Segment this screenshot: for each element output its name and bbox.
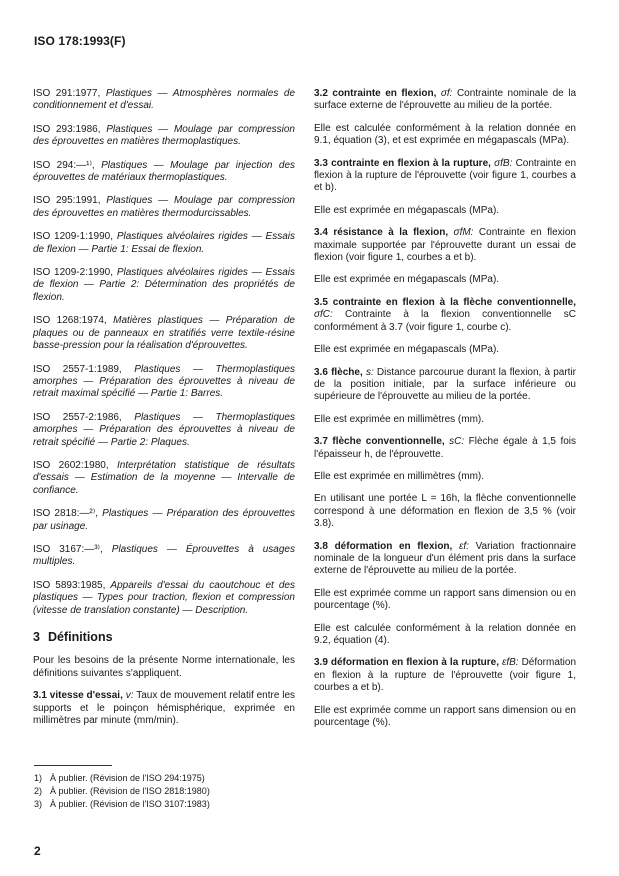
definition-3-2: 3.2 contrainte en flexion, σf: Contrainte nominale de la surface externe de l'éprouvette au milieu de la portée. [314, 88, 577, 112]
definition-note: Elle est exprimée en mégapascals (MPa). [314, 344, 500, 356]
footnotes [34, 772, 210, 811]
footnote-item: 1) À publier. (Révision de l'ISO 294:1975) [34, 773, 205, 783]
definition-3-9: 3.9 déformation en flexion à la rupture, εfB: Déformation en flexion à la rupture de l'éprouvette (voir figure 1, courbes a et b). [314, 657, 577, 694]
reference-item: ISO 1209-2:1990, Plastiques alvéolaires rigides — Essais de flexion — Partie 2: Détermination des propriétés de flexion. [33, 267, 295, 303]
reference-item: ISO 294:—¹⁾, Plastiques — Moulage par injection des éprouvettes de matériaux thermoplastiques. [33, 159, 296, 184]
normative-references-list [33, 88, 295, 617]
reference-item: ISO 2557-2:1986, Plastiques — Thermoplastiques amorphes — Préparation des éprouvettes à niveau de retrait spécifié — Partie 2: Plaques. [33, 411, 295, 448]
definition-note: Elle est exprimée en millimètres (mm). [314, 470, 485, 482]
definition-note: Elle est exprimée en mégapascals (MPa). [314, 204, 500, 216]
reference-item: ISO 2557-1:1989, Plastiques — Thermoplastiques amorphes — Préparation des éprouvettes à niveau de retrait maximal spécifié — Partie 1: Barres. [33, 363, 295, 400]
definition-3-8: 3.8 déformation en flexion, εf: Variation fractionnaire nominale de la longueur d'un élément pris dans la surface externe de l'éprouvette au milieu de la portée. [314, 540, 576, 577]
definition-note: Elle est exprimée en mégapascals (MPa). [314, 274, 500, 286]
reference-item: ISO 2818:—²⁾, Plastiques — Préparation des éprouvettes par usinage. [33, 508, 296, 532]
reference-item: ISO 291:1977, Plastiques — Atmosphères normales de conditionnement et d'essai. [33, 88, 296, 112]
reference-item: ISO 293:1986, Plastiques — Moulage par compression des éprouvettes en matières thermoplastiques. [33, 123, 295, 148]
section-heading: 3 Définitions [33, 630, 113, 644]
definition-note: En utilisant une portée L = 16h, la flèche conventionnelle correspond à une déformation en flexion de 3,5 % (voir 3.8). [314, 493, 576, 530]
definition-3-6: 3.6 flèche, s: Distance parcourue durant la flexion, à partir de la position initiale, par la surface inférieure ou supérieure de l'éprouvette au milieu de la portée. [314, 366, 576, 403]
definition-3-4: 3.4 résistance à la flexion, σfM: Contrainte en flexion maximale supportée par l'éprouvette durant un essai de flexion (voir figure 1, courbes a et b). [314, 227, 576, 264]
definition-note: Elle est calculée conformément à la relation donnée en 9.2, équation (4). [314, 622, 576, 646]
page-number: 2 [34, 844, 41, 858]
document-header: ISO 178:1993(F) [34, 34, 126, 48]
reference-item: ISO 1268:1974, Matières plastiques — Préparation de plaques ou de panneaux en stratifiés verre textile-résine basse-pression pour la réalisation d'éprouvettes. [33, 315, 295, 352]
right-column [314, 88, 576, 739]
footnote-item: 2) À publier. (Révision de l'ISO 2818:1980) [34, 786, 210, 796]
footnote-item: 3) À publier. (Révision de l'ISO 3107:1983) [34, 799, 210, 809]
definition-note: Elle est exprimée comme un rapport sans dimension ou en pourcentage (%). [314, 587, 576, 612]
left-column [33, 88, 295, 737]
definition-note: Elle est calculée conformément à la relation donnée en 9.1, équation (3), et est exprimée en mégapascals (MPa). [314, 122, 576, 147]
definition-note: Elle est exprimée comme un rapport sans dimension ou en pourcentage (%). [314, 704, 576, 729]
footnote-divider [34, 765, 112, 766]
section-intro: Pour les besoins de la présente Norme internationale, les définitions suivantes s'appliquent. [33, 655, 295, 679]
definition-3-5: 3.5 contrainte en flexion à la flèche conventionnelle, σfC: Contrainte à la flexion conventionnelle sC conformément à 3.7 (voir figure 1, courbe c). [314, 296, 577, 333]
definition-3-7: 3.7 flèche conventionnelle, sC: Flèche égale à 1,5 fois l'épaisseur h, de l'éprouvette. [314, 436, 577, 460]
reference-item: ISO 5893:1985, Appareils d'essai du caoutchouc et des plastiques — Types pour traction, flexion et compression (vitesse de translation constante) — Description. [33, 579, 295, 616]
reference-item: ISO 2602:1980, Interprétation statistique de résultats d'essais — Estimation de la moyenne — Intervalle de confiance. [33, 459, 296, 496]
definition-note: Elle est exprimée en millimètres (mm). [314, 413, 485, 425]
reference-item: ISO 1209-1:1990, Plastiques alvéolaires rigides — Essais de flexion — Partie 1: Essai de flexion. [33, 231, 295, 255]
definition-3-1: 3.1 vitesse d'essai, v: Taux de mouvement relatif entre les supports et le poinçon hémisphérique, exprimée en millimètres par minute (mm/min). [33, 690, 296, 727]
definition-3-3: 3.3 contrainte en flexion à la rupture, σfB: Contrainte en flexion à la rupture de l'éprouvette (voir figure 1, courbes a et b). [314, 157, 577, 194]
reference-item: ISO 295:1991, Plastiques — Moulage par compression des éprouvettes en matières thermodurcissables. [33, 195, 295, 219]
reference-item: ISO 3167:—³⁾, Plastiques — Éprouvettes à usages multiples. [33, 543, 295, 568]
